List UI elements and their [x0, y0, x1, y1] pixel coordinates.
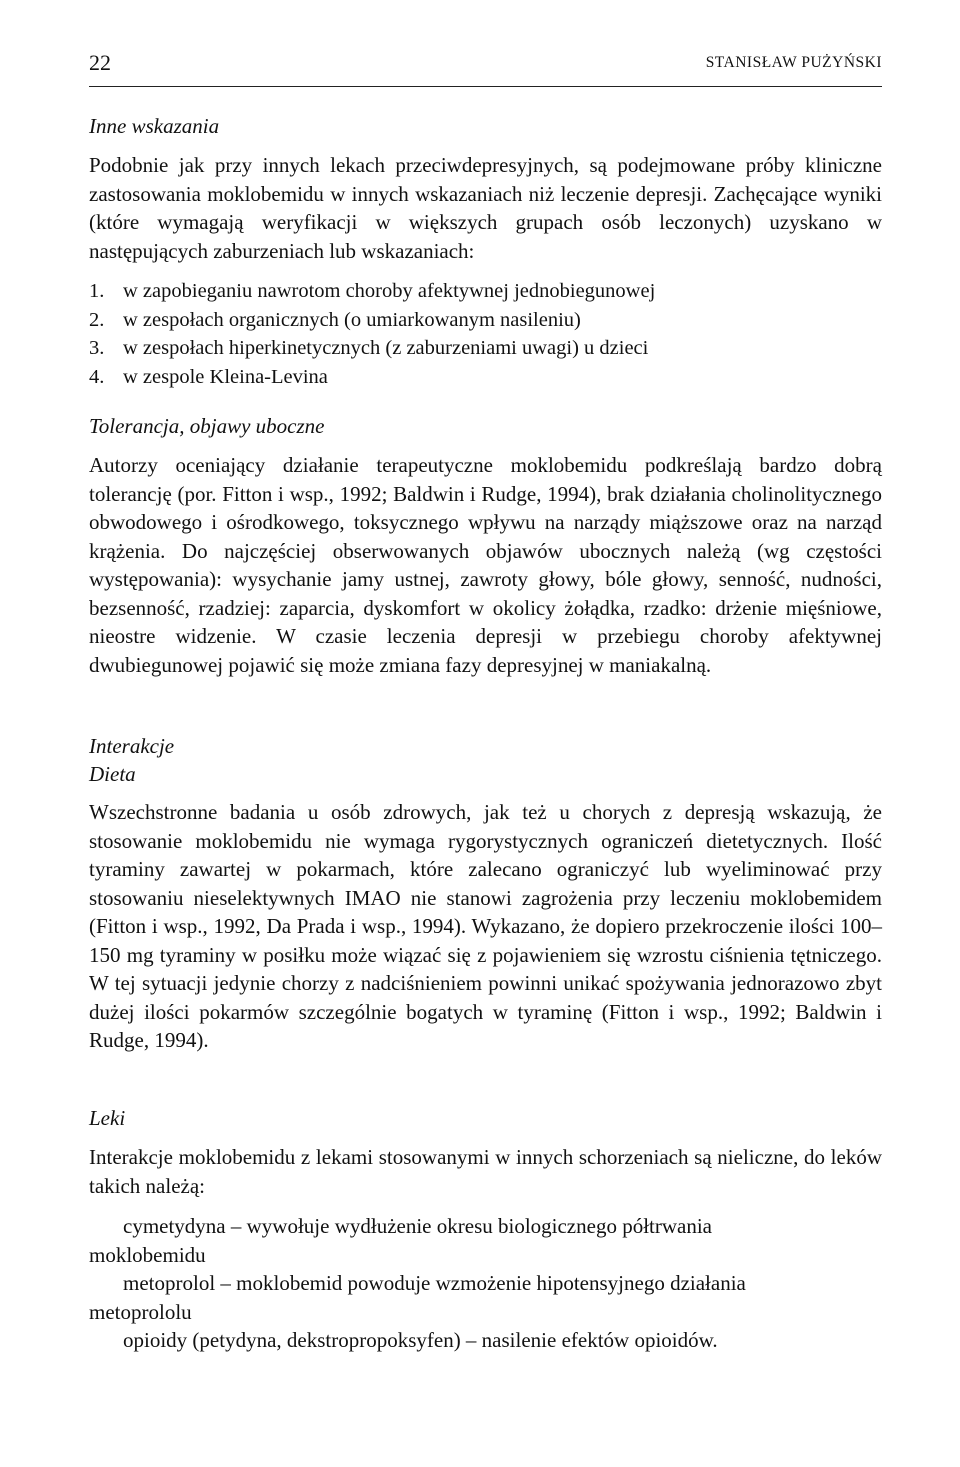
- section-paragraph: Wszechstronne badania u osób zdrowych, jak też u chorych z depresją wskazują, że stosowanie moklobemidu nie wymaga rygorystycznych ograniczeń dietetycznych. Ilość tyraminy zawartej w pokarmach, które zalecano ograniczyć lub wyeliminować przy stosowaniu nieselektywnych IMAO nie stanowi zagrożenia przy leczeniu moklobemidem (Fitton i wsp., 1992, Da Prada i wsp., 1994). Wykazano, że dopiero przekroczenie ilości 100–150 mg tyraminy w posiłku może wiązać się z pojawieniem się wzrostu ciśnienia tętniczego. W tej sytuacji jedynie chorzy z nadciśnieniem powinni unikać spożywania jednorazowo zbyt dużej ilości pokarmów szczególnie bogatych w tyraminę (Fitton i wsp., 1992; Baldwin i Rudge, 1994).: [89, 800, 882, 1052]
- section-heading: Tolerancja, objawy uboczne: [89, 414, 325, 438]
- page-number: 22: [89, 50, 111, 75]
- section-paragraph: Autorzy oceniający działanie terapeutyczne moklobemidu podkreślają bardzo dobrą tolerancję (por. Fitton i wsp., 1992; Baldwin i Rudge, 1994), brak działania cholinolitycznego obwodowego i ośrodkowego, toksycznego wpływu na narządy miąższowe oraz na narząd krążenia. Do najczęściej obserwowanych objawów ubocznych należą (wg częstości występowania): wysychanie jamy ustnej, zawroty głowy, bóle głowy, senność, nudności, bezsenność, rzadziej: zaparcia, dyskomfort w okolicy żołądka, rzadko: drżenie mięśniowe, nieostre widzenie. W czasie leczenia depresji w przebiegu choroby afektywnej dwubiegunowej pojawić się może zmiana fazy depresyjnej w maniakalną.: [89, 453, 882, 677]
- section-paragraph: Podobnie jak przy innych lekach przeciwdepresyjnych, są podejmowane próby kliniczne zastosowania moklobemidu w innych wskazaniach niż leczenie depresji. Zachęcające wyniki (które wymagają weryfikacji w większych grupach osób leczonych) uzyskano w następujących zaburzeniach lub wskazaniach:: [89, 153, 882, 263]
- section-tolerancja: [89, 412, 882, 679]
- list-item: 2. w zespołach organicznych (o umiarkowanym nasileniu): [89, 308, 581, 331]
- list-item: 3. w zespołach hiperkinetycznych (z zaburzeniami uwagi) u dzieci: [89, 337, 649, 359]
- list-item: 4. w zespole Kleina-Levina: [89, 365, 328, 388]
- section-leki: [89, 1104, 882, 1355]
- list-item: metoprolol – moklobemid powoduje wzmożenie hipotensyjnego działania metoprololu: [89, 1271, 746, 1324]
- drug-interactions-list: [89, 1212, 882, 1355]
- page-header: [89, 50, 882, 87]
- section-interakcje: [89, 732, 882, 1055]
- section-heading: Inne wskazania: [89, 114, 220, 138]
- section-paragraph: Interakcje moklobemidu z lekami stosowanymi w innych schorzeniach są nieliczne, do leków takich należą:: [89, 1145, 882, 1198]
- indications-list: [89, 277, 882, 391]
- list-item: cymetydyna – wywołuje wydłużenie okresu biologicznego półtrwania moklobemidu: [89, 1214, 713, 1267]
- list-item: 1. w zapobieganiu nawrotom choroby afektywnej jednobiegunowej: [89, 280, 656, 302]
- running-head-author: STANISŁAW PUŻYŃSKI: [705, 54, 882, 71]
- section-heading: Interakcje: [89, 734, 175, 758]
- section-heading: Leki: [89, 1106, 126, 1130]
- section-subheading: Dieta: [89, 762, 136, 786]
- section-inne-wskazania: [89, 112, 882, 391]
- list-item: opioidy (petydyna, dekstropropoksyfen) – nasilenie efektów opioidów.: [123, 1328, 718, 1352]
